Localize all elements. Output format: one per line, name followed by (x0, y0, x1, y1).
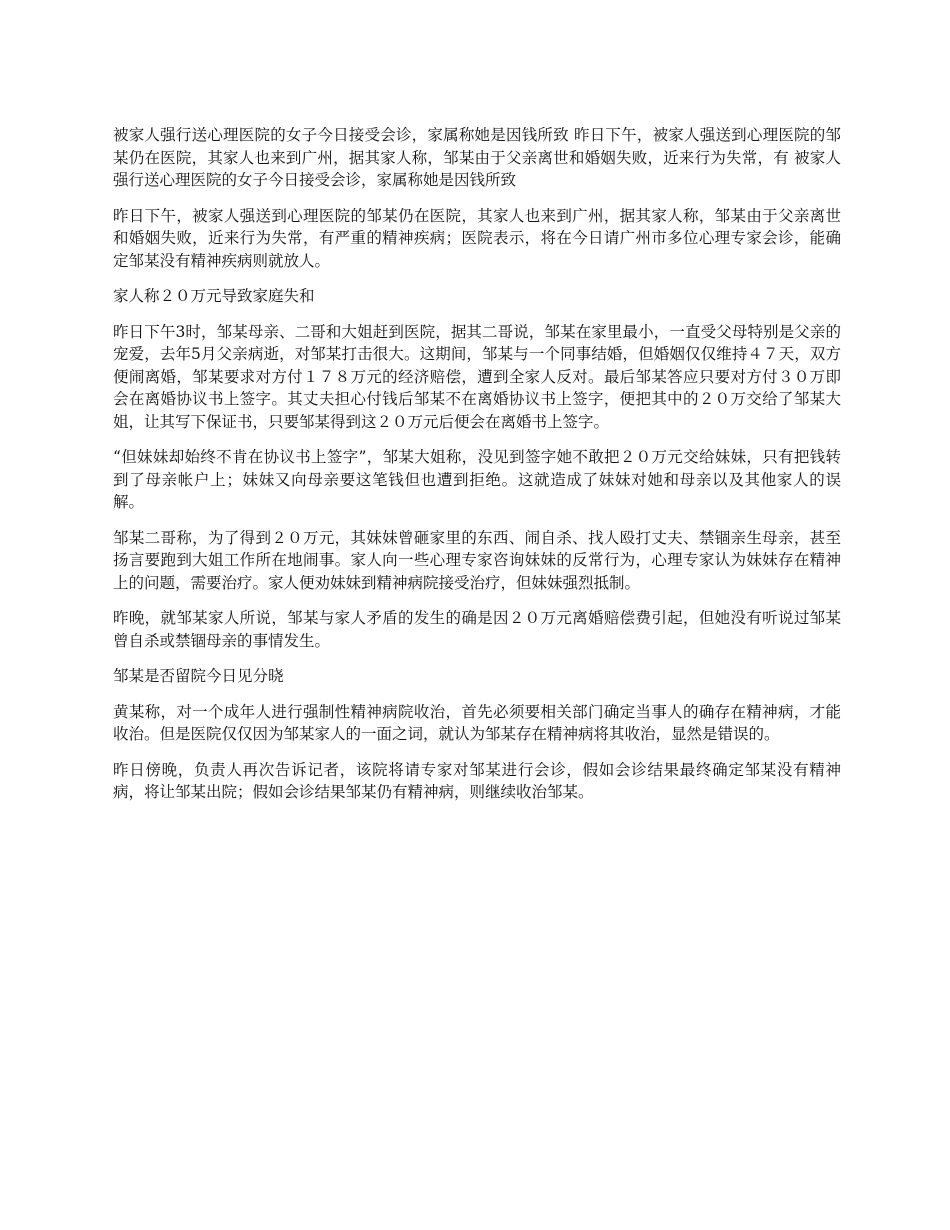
intro-paragraph: 被家人强行送心理医院的女子今日接受会诊，家属称她是因钱所致 昨日下午，被家人强送到心理医院的邹某仍在医院，其家人也来到广州，据其家人称，邹某由于父亲离世和婚姻失败，近来行为失常，有 被家人强行送心理医院的女子今日接受会诊，家属称她是因钱所致 (113, 126, 841, 189)
body-paragraph: 黄某称，对一个成年人进行强制性精神病院收治，首先必须要相关部门确定当事人的确存在精神病，才能收治。但是医院仅仅因为邹某家人的一面之词，就认为邹某存在精神病将其收治，显然是错误的。 (113, 702, 841, 743)
body-paragraph: 邹某二哥称，为了得到２０万元，其妹妹曾砸家里的东西、闹自杀、找人殴打丈夫、禁锢亲生母亲，甚至扬言要跑到大姐工作所在地闹事。家人向一些心理专家咨询妹妹的反常行为，心理专家认为妹妹存在精神上的问题，需要治疗。家人便劝妹妹到精神病院接受治疗，但妹妹强烈抵制。 (113, 528, 841, 592)
article-body (113, 124, 841, 817)
section-heading-hospital-decision: 邹某是否留院今日见分晓 (113, 667, 284, 685)
body-paragraph: “但妹妹却始终不肯在协议书上签字”，邹某大姐称，没见到签字她不敢把２０万元交给妹妹，只有把钱转到了母亲帐户上；妹妹又向母亲要这笔钱但也遭到拒绝。这就造成了妹妹对她和母亲以及其他家人的误解。 (113, 448, 841, 511)
body-paragraph: 昨晚，就邹某家人所说，邹某与家人矛盾的发生的确是因２０万元离婚赔偿费引起，但她没有听说过邹某曾自杀或禁锢母亲的事情发生。 (113, 609, 841, 650)
lead-paragraph: 昨日下午，被家人强送到心理医院的邹某仍在医院，其家人也来到广州，据其家人称，邹某由于父亲离世和婚姻失败，近来行为失常，有严重的精神疾病；医院表示，将在今日请广州市多位心理专家会诊，能确定邹某没有精神疾病则就放人。 (113, 206, 841, 270)
body-paragraph: 昨日下午3时，邹某母亲、二哥和大姐赶到医院，据其二哥说，邹某在家里最小，一直受父母特别是父亲的宠爱，去年5月父亲病逝，对邹某打击很大。这期间，邹某与一个同事结婚，但婚姻仅仅维持４７天，双方便闹离婚，邹某要求对方付１７８万元的经济赔偿，遭到全家人反对。最后邹某答应只要对方付３０万即会在离婚协议书上签字。其丈夫担心付钱后邹某不在离婚协议书上签字，便把其中的２０万交给了邹某大姐，让其写下保证书，只要邹某得到这２０万元后便会在离婚书上签字。 (113, 322, 841, 431)
closing-paragraph: 昨日傍晚，负责人再次告诉记者，该院将请专家对邹某进行会诊，假如会诊结果最终确定邹某没有精神病，将让邹某出院；假如会诊结果邹某仍有精神病，则继续收治邹某。 (113, 760, 841, 801)
section-heading-family-dispute: 家人称２０万元导致家庭失和 (113, 287, 315, 305)
